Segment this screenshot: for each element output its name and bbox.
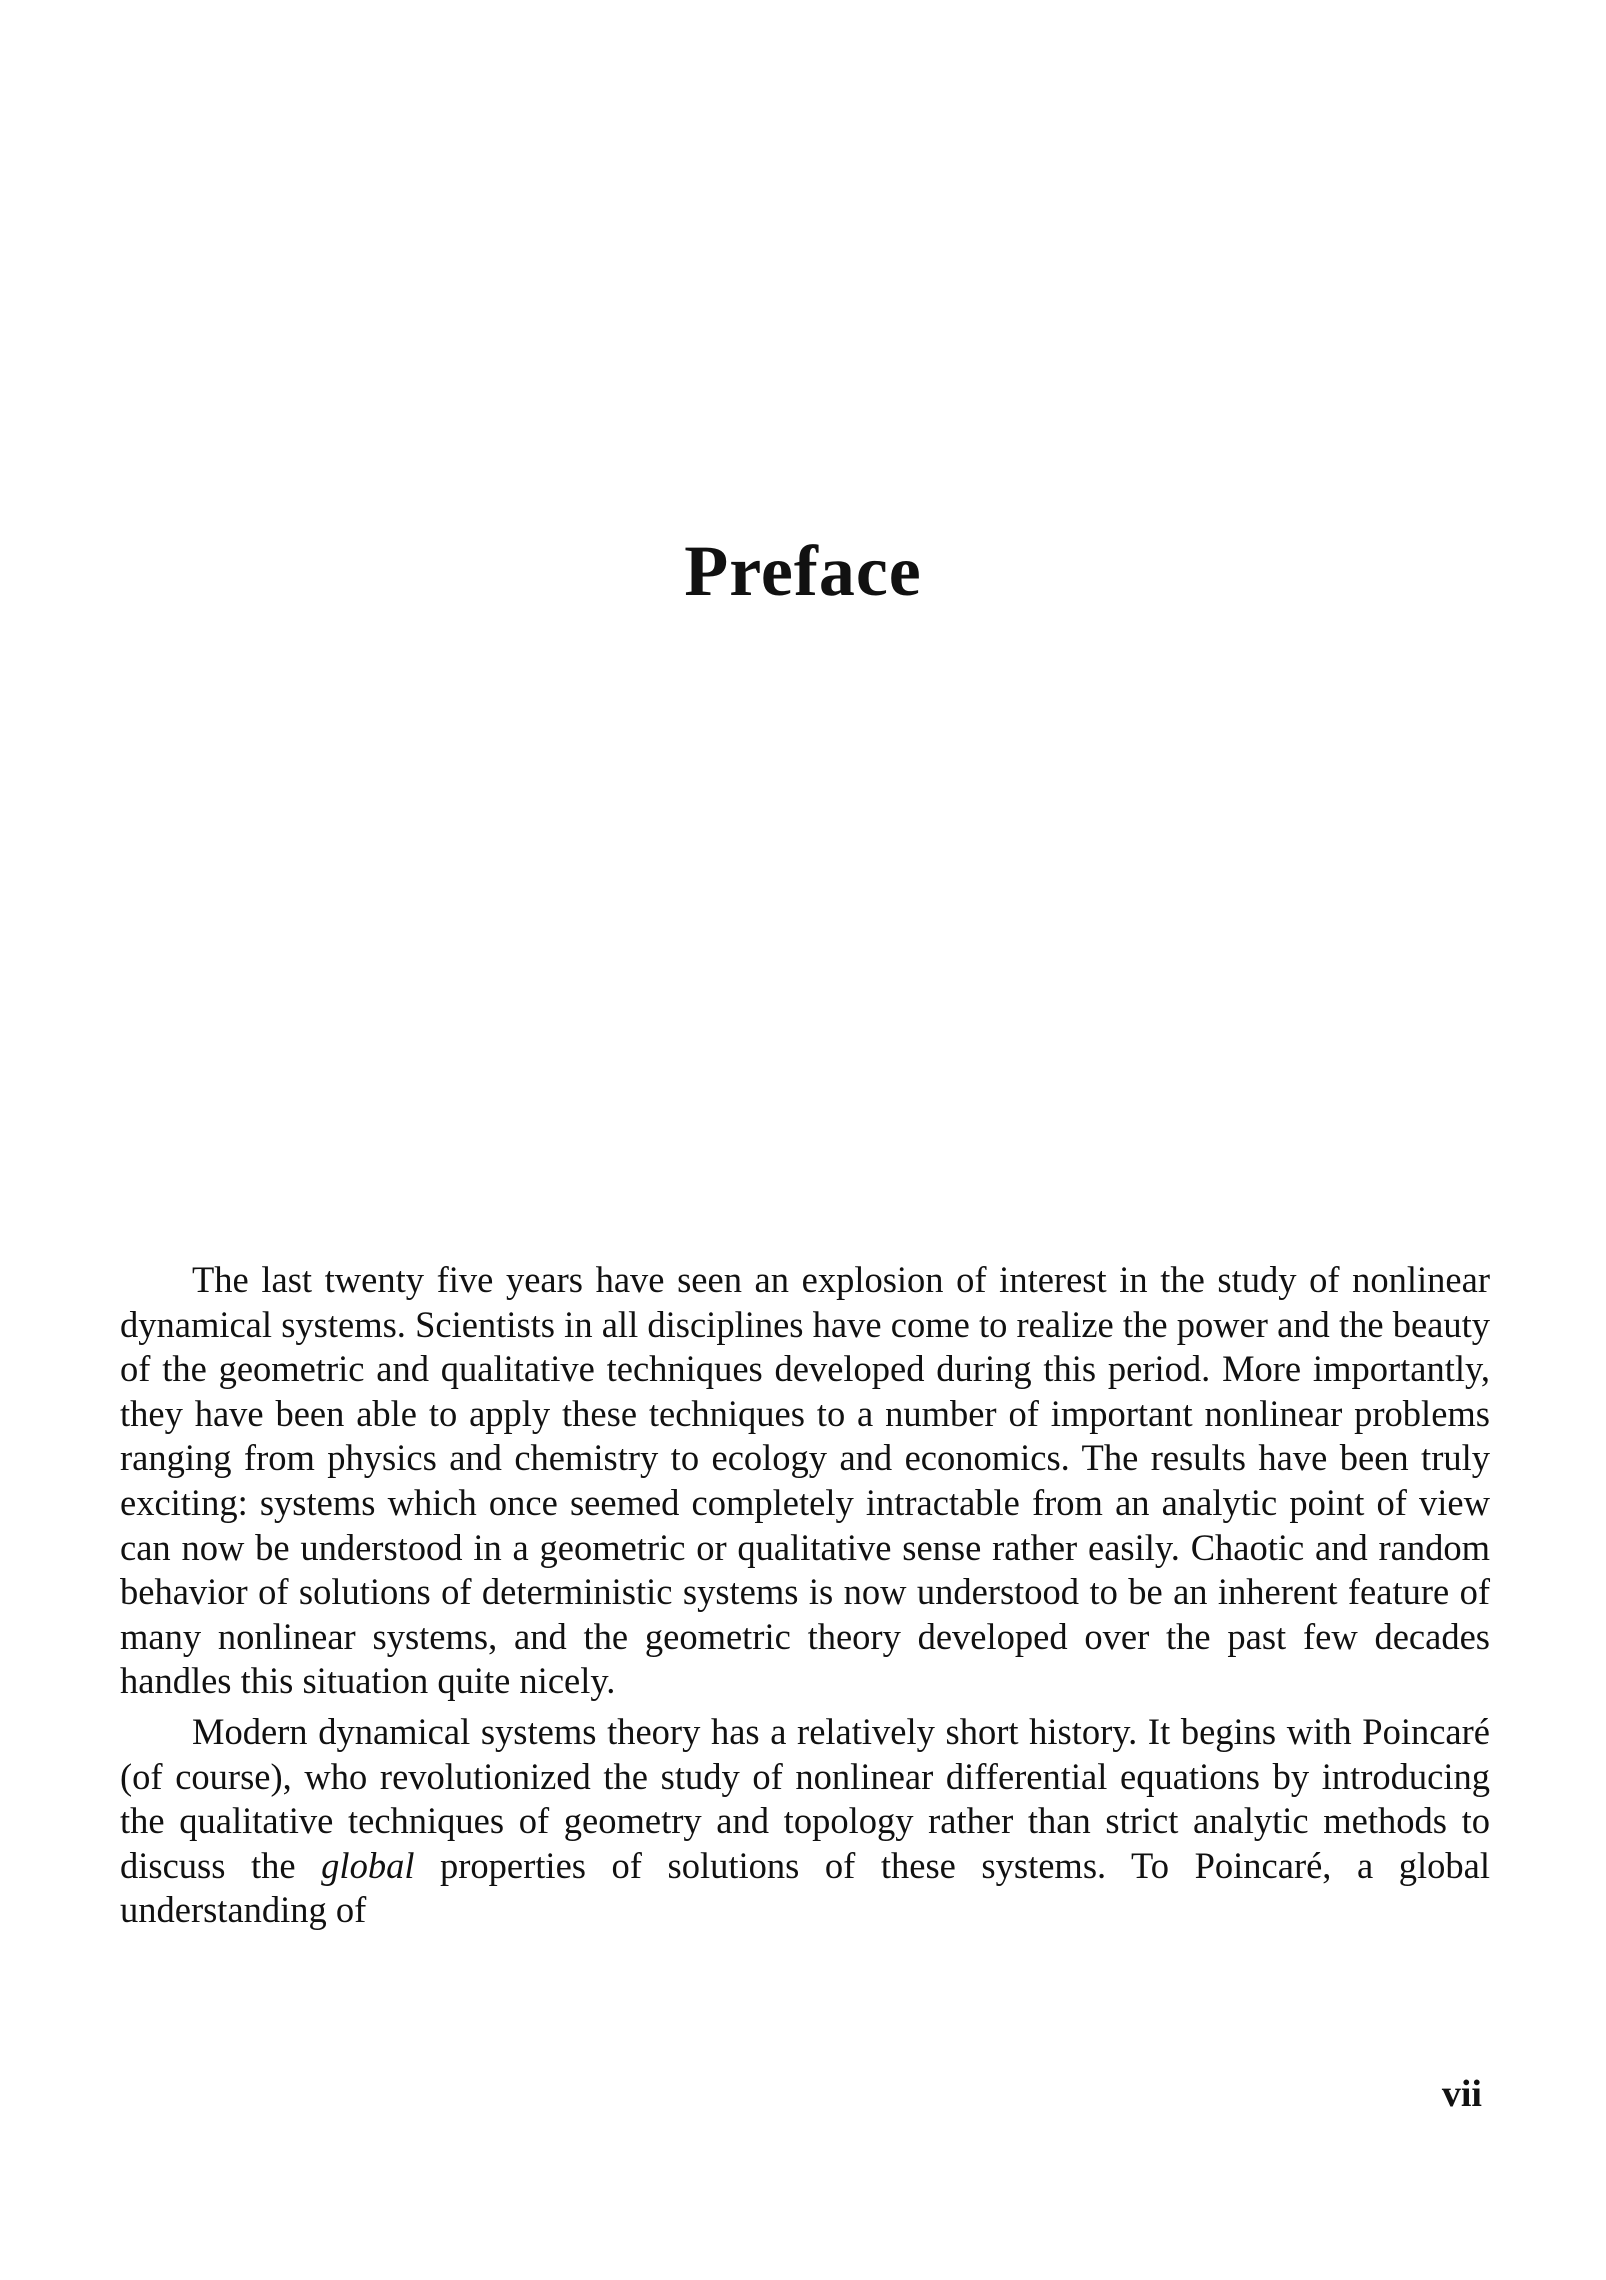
paragraph-1-text: The last twenty five years have seen an explosion of interest in the study of nonlinear dynamical systems. Scientists in all disciplines have come to realize the power and the beauty of the geometric and qualitative techniques developed during this period. More importantly, they have been able to apply these techniques to a number of important nonlinear problems ranging from physics and chemistry to ecology and economics. The results have been truly exciting: systems which once seemed completely intractable from an analytic point of view can now be understood in a geometric or qualitative sense rather easily. Chaotic and random behavior of solutions of deterministic systems is now understood to be an inherent feature of many nonlinear systems, and the geometric theory developed over the past few decades handles this situation quite nicely.: [120, 1259, 1490, 1702]
preface-body: [120, 1258, 1490, 1939]
paragraph-1: [120, 1258, 1490, 1704]
page-number: vii: [1441, 2073, 1482, 2115]
paragraph-2: [120, 1710, 1490, 1933]
emphasis-global: global: [321, 1844, 415, 1886]
paragraph-2-text-after: properties of solutions of these systems. To Poincaré, a global understanding of: [120, 1844, 1490, 1931]
paragraph-2-text-before: Modern dynamical systems theory has a relatively short history. It begins with Poincaré (of course), who revolutionized the study of nonlinear differential equations by introducing the qualitative techniques of geometry and topology rather than strict analytic methods to discuss the: [120, 1710, 1490, 1886]
page-title: Preface: [684, 531, 922, 611]
